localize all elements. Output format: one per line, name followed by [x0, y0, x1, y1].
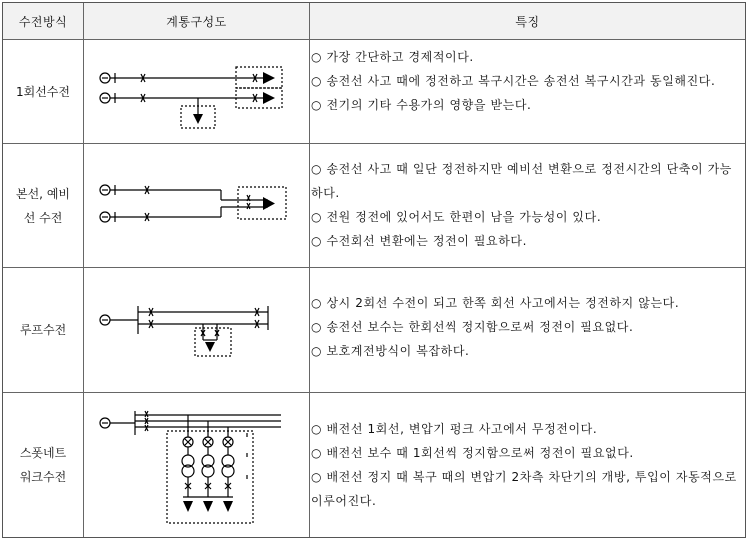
diagram-main-backup	[83, 144, 308, 267]
feature-item: ○ 가장 간단하고 경제적이다.	[311, 50, 474, 64]
features-single-line	[311, 45, 741, 117]
feature-item: ○ 송전선 사고 때에 정전하고 복구시간은 송전선 복구시간과 동일해진다.	[311, 74, 716, 88]
diagram-single-line	[83, 40, 308, 143]
method-spot-network: 스폿네트 워크수전	[19, 446, 67, 484]
feature-item: ○ 배전선 1회선, 변압기 펑크 사고에서 무정전이다.	[311, 422, 598, 436]
method-main-backup: 본선, 예비 선 수전	[16, 186, 70, 225]
feature-item: ○ 수전회선 변환에는 정전이 필요하다.	[311, 234, 528, 248]
header-features: 특징	[310, 3, 745, 39]
feature-item: ○ 전원 정전에 있어서도 한편이 남을 가능성이 있다.	[311, 210, 602, 224]
header-diagram: 계통구성도	[84, 3, 309, 39]
features-main-backup	[311, 157, 741, 253]
feature-item: ○ 송전선 사고 때 일단 정전하지만 예비선 변환으로 정전시간의 단축이 가능하다.	[311, 162, 732, 200]
method-loop: 루프수전	[19, 323, 67, 337]
feature-item: ○ 보호계전방식이 복잡하다.	[311, 344, 470, 358]
header-method: 수전방식	[3, 3, 83, 39]
feature-item: ○ 배전선 보수 때 1회선씩 정지함으로써 정전이 필요없다.	[311, 446, 634, 460]
features-loop	[311, 291, 741, 363]
comparison-table	[2, 2, 746, 538]
feature-item: ○ 전기의 기타 수용가의 영향을 받는다.	[311, 98, 532, 112]
method-single-line: 1회선수전	[15, 84, 70, 99]
diagram-spot-network	[83, 393, 308, 537]
diagram-loop	[83, 268, 308, 392]
features-spot-network	[311, 417, 741, 513]
feature-item: ○ 송전선 보수는 한회선씩 정지함으로써 정전이 필요없다.	[311, 320, 634, 334]
feature-item: ○ 상시 2회선 수전이 되고 한쪽 회선 사고에서는 정전하지 않는다.	[311, 296, 680, 310]
feature-item: ○ 배전선 정지 때 복구 때의 변압기 2차측 차단기의 개방, 투입이 자동적으로 이루어진다.	[311, 470, 737, 508]
